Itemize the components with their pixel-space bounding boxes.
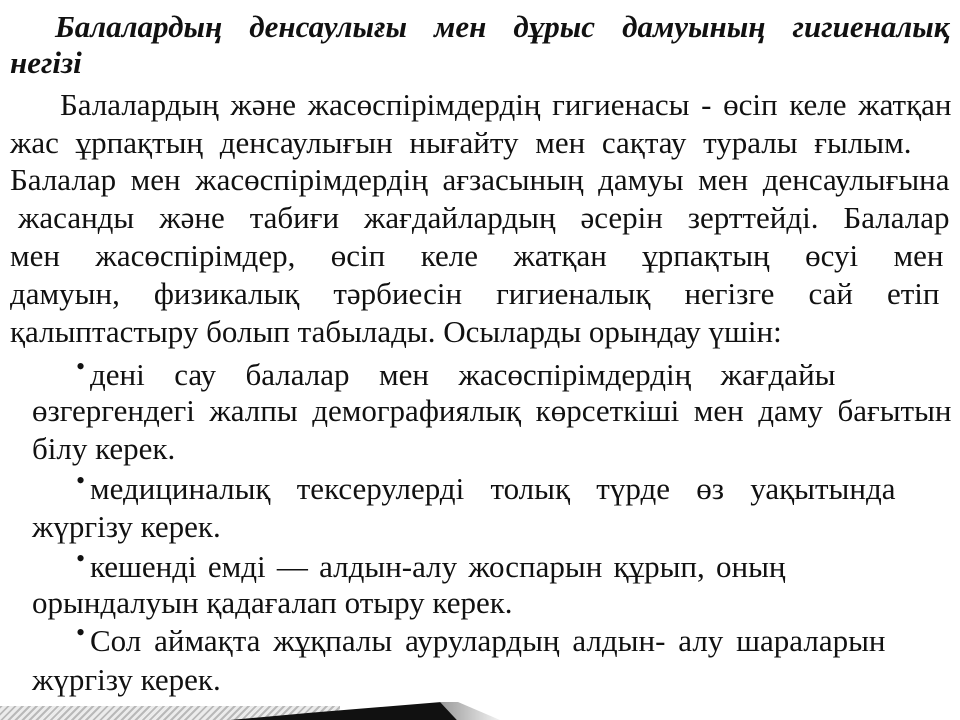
title-line-1: Балалардың денсаулығы мен дұрыс дамуының гигиеналық (55, 9, 950, 44)
bullet-marker: • (76, 352, 86, 381)
paragraph-line: жас ұрпақтың денсаулығын нығайту мен сақтау туралы ғылым. (10, 125, 912, 160)
paragraph-line: мен жасөспірімдер, өсіп келе жатқан ұрпақтың өсуі мен (10, 238, 944, 273)
bullet-line: дені сау балалар мен жасөспірімдердің жағдайы (90, 357, 836, 392)
bullet-line: білу керек. (32, 431, 176, 466)
paragraph-line: жасанды және табиғи жағдайлардың әсерін зерттейді. Балалар (18, 200, 950, 235)
bullet-line: өзгергендегі жалпы демографиялық көрсеткіші мен даму бағытын (32, 393, 952, 428)
bullet-marker: • (76, 466, 86, 495)
bullet-line: Сол аймақта жұқпалы аурулардың алдын- алу шараларын (90, 623, 886, 658)
bullet-marker: • (76, 618, 86, 647)
bullet-marker: • (76, 544, 86, 573)
bullet-line: жүргізу керек. (32, 509, 221, 544)
paragraph-line: қалыптастыру болып табылады. Осыларды орындау үшін: (10, 314, 782, 349)
bullet-line: жүргізу керек. (32, 662, 221, 697)
bullet-line: кешенді емді — алдын-алу жоспарын құрып, оның (90, 549, 786, 584)
paragraph-line: Балалар мен жасөспірімдердің ағзасының дамуы мен денсаулығына (10, 162, 950, 197)
bullet-line: медициналық тексерулерді толық түрде өз уақытында (90, 471, 896, 506)
paragraph-line: Балалардың және жасөспірімдердің гигиенасы - өсіп келе жатқан (60, 87, 952, 122)
paragraph-line: дамуын, физикалық тәрбиесін гигиеналық негізге сай етіп (10, 276, 940, 311)
bullet-line: орындалуын қадағалап отыру керек. (32, 585, 513, 620)
title-line-2: негізі (10, 45, 82, 80)
